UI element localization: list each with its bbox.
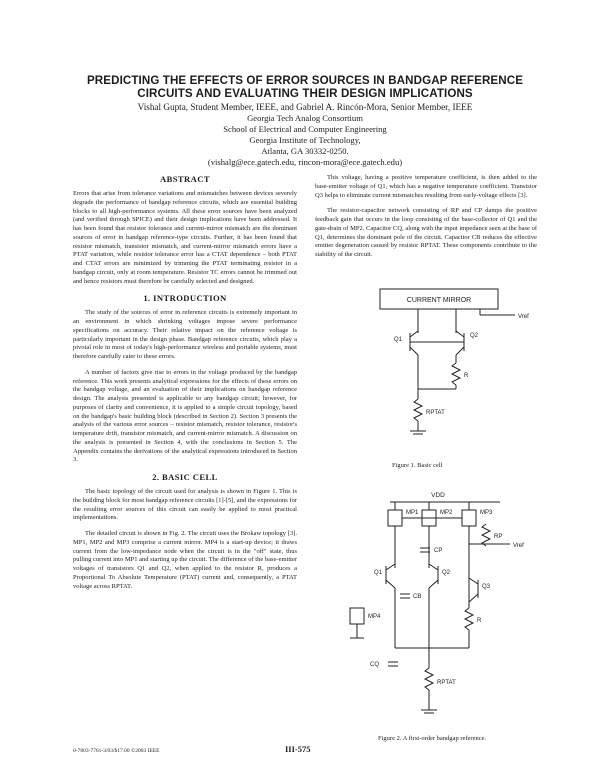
q3-collector [469,578,478,584]
q1-label: Q1 [394,337,403,343]
figure-2-bandgap-reference [330,488,540,736]
q2-label: Q2 [442,570,451,576]
q2-collector [456,331,464,337]
page-number: III-575 [285,744,311,754]
basic-cell-paragraph: The detailed circuit is shown in Fig. 2. The circuit uses the Brokaw topology [3]. MP1, MP2 and MP3 comprise a current mirror. MP4 is a start-up device; it draws current from the low-impedance node when the circuit is in the "off" state, thus pulling current into MP1 and starting up the circuit. The difference of the base-emitter voltages of transistors Q1 and Q2, when applied to the resistor R, produces a Proportional To Absolute Temperature (PTAT) current and, consequently, a PTAT voltage across RPTAT. [73,530,297,590]
q1-collector [410,331,418,337]
mp2-label: MP2 [440,510,453,516]
affiliation-line: Georgia Institute of Technology, [249,135,361,145]
q2-emitter [429,580,438,588]
left-column [73,174,297,598]
mp4-transistor [350,608,364,624]
r-label: R [477,618,482,624]
current-mirror-label: CURRENT MIRROR [406,297,472,304]
basic-cell-paragraph: The basic topology of the circuit used for analysis is shown in Figure 1. This is the building block for most bandgap reference circuits [1]-[5], and the expressions for the resulting error sources of this circuit can easily be applied to most practical implementations. [73,488,297,522]
author-names: Vishal Gupta, Student Member, IEEE, and Gabriel A. Rincón-Mora, Senior Member, IEEE [137,102,473,112]
author-emails: (vishalg@ece.gatech.edu, rincon-mora@ece.gatech.edu) [207,157,403,167]
mp1-transistor [388,510,402,526]
mp4-label: MP4 [368,614,381,620]
figure-1-basic-cell [330,285,540,445]
introduction-paragraph: A number of factors give rise to errors in the voltage produced by the bandgap reference. This work presents analytical expressions for the effects of these errors on the bandgap voltage, and an evaluation of their implications on bandgap reference design. The analysis presented is applicable to any bandgap circuit; however, for purposes of clarity and convenience, it is applied to a simple circuit topology, based on the bandgap's basic building block (described in Section 2). Section 3 presents the analysis of the various error sources – resistor mismatch, resistor tolerance, resistor's temperature drift, transistor mismatch, and current-mirror mismatch. A discussion on the analysis is presented in Section 4, with the conclusions in Section 5. The Appendix contains the derivations of the analytical expressions introduced in Section 3. [73,368,297,464]
vref-label: Vref [518,314,529,320]
cp-label: CP [434,548,443,554]
r-label: R [464,373,469,379]
cb-label: CB [413,594,422,600]
q2-emitter [456,347,464,355]
affiliation-line: School of Electrical and Computer Engineering [223,124,387,134]
vref-label: Vref [513,543,524,549]
right-column [315,174,537,267]
affiliation-line: Atlanta, GA 30332-0250. [261,146,349,156]
q1-collector [386,564,395,570]
rptat-label: RPTAT [437,680,456,686]
paper-title [60,74,550,100]
r-resistor [465,608,473,630]
abstract-text: Errors that arise from tolerance variations and mismatches between devices severely degrade the performance of bandgap reference circuits, which are essential building blocks to all high-performance systems. All these error sources have been analyzed (and verified through SPICE) and their design implications have been addressed. It has been found that resistor tolerance and current-mirror mismatch are the dominant sources of error in bandgap reference-type circuits. Further, it has been found that resistor mismatch, transistor mismatch, and current-mirror mismatch errors have a PTAT variation, while resistor tolerance error has a CTAT dependence – both PTAT and CTAT errors are minimized by trimming the PTAT terminating resistor in a bandgap circuit, only at room temperature. Resistor TC errors cannot be trimmed out and hence resistors must therefore be carefully selected and designed. [73,190,297,285]
q1-emitter [410,347,418,355]
rp-label: RP [494,534,503,540]
q3-label: Q3 [482,584,491,590]
author-block [60,102,550,168]
body-paragraph: The resistor-capacitor network consisting of RP and CP damps the positive feedback gain that occurs in the loop consisting of the base-collector of Q1 and the gate-drain of MP2. Capacitor CQ, along with the input impedance seen at the base of Q1, determines the dominant pole of the circuit. Capacitor CB reduces the effective emitter degeneration caused by resistor RPTAT. These components contribute to the stability of the circuit. [315,207,537,258]
abstract-heading: ABSTRACT [160,174,210,184]
rp-resistor [482,524,490,546]
figure-1-caption: Figure 1. Basic cell [392,462,443,469]
q2-label: Q2 [470,333,479,339]
rptat-resistor [425,668,433,690]
vdd-label: VDD [431,492,445,499]
body-paragraph: This voltage, having a positive temperature coefficient, is then added to the base-emitter voltage of Q1, which has a negative temperature coefficient. Transistor Q3 helps to eliminate current mismatches resulting from early-voltage effects [3]. [315,174,537,199]
rptat-label: RPTAT [426,410,445,416]
figure-2-schematic [330,488,540,736]
affiliation-line: Georgia Tech Analog Consortium [247,113,363,123]
cq-label: CQ [370,662,379,668]
q1-emitter [386,580,395,588]
r-resistor [452,363,460,385]
mp3-transistor [462,510,476,526]
mp3-label: MP3 [480,510,493,516]
mp1-label: MP1 [406,510,419,516]
q2-collector [429,564,438,570]
q3-emitter [469,594,478,602]
figure-1-schematic [330,285,540,445]
footer-isbn: 0-7803-7761-3/03/$17.00 ©2003 IEEE [73,748,160,754]
title-line-1: PREDICTING THE EFFECTS OF ERROR SOURCES IN BANDGAP REFERENCE [86,74,524,87]
figure-2-caption: Figure 2. A first-order bandgap reference. [378,735,487,742]
rptat-resistor [414,399,422,421]
introduction-heading: 1. INTRODUCTION [143,293,227,304]
q1-label: Q1 [374,570,383,576]
basic-cell-heading: 2. BASIC CELL [152,472,218,482]
introduction-paragraph: The study of the sources of error in reference circuits is extremely important in an environment in which shrinking voltages impose severe performance specifications on accuracy. Their relative impact on the reference voltage is particularly important in the design phase. Bandgap reference circuits, which play a pivotal role in most of today's high-performance wireless and portable systems, must therefore carefully cater to these errors. [73,309,297,360]
title-line-2: CIRCUITS AND EVALUATING THEIR DESIGN IMPLICATIONS [137,87,473,100]
